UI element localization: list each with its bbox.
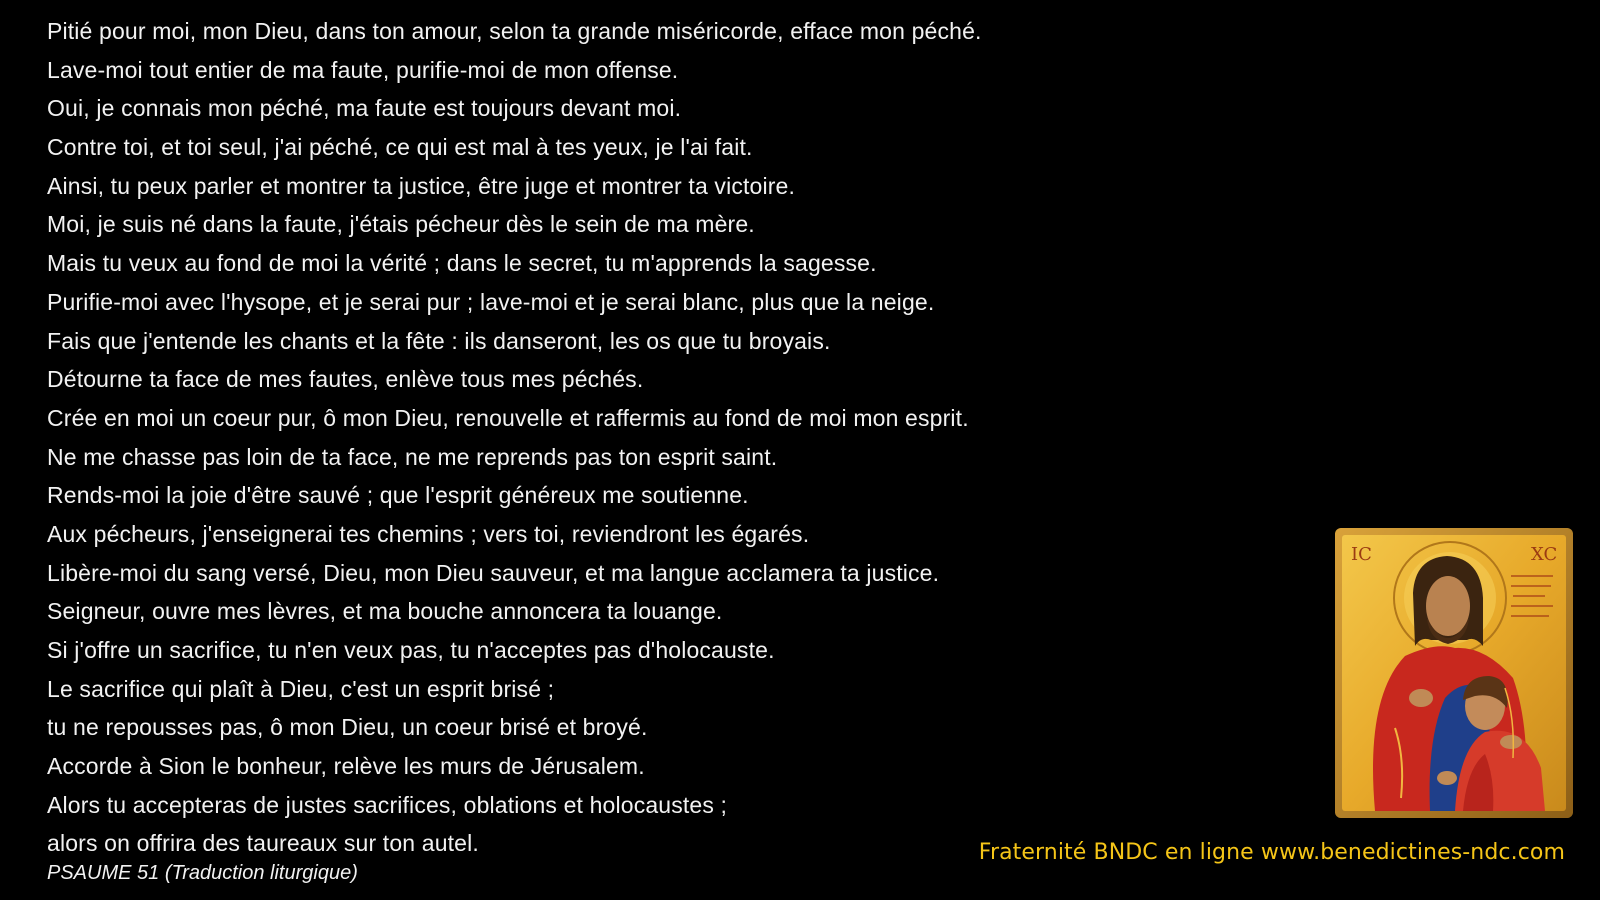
svg-text:XC: XC <box>1531 544 1558 565</box>
svg-text:IC: IC <box>1351 544 1372 565</box>
psalm-line: Seigneur, ouvre mes lèvres, et ma bouche annoncera ta louange. <box>47 598 723 625</box>
psalm-line: Accorde à Sion le bonheur, relève les murs de Jérusalem. <box>47 753 645 780</box>
christ-icon-painting <box>1335 528 1573 818</box>
psalm-line: alors on offrira des taureaux sur ton autel. <box>47 830 479 857</box>
psalm-line: Détourne ta face de mes fautes, enlève tous mes péchés. <box>47 366 644 393</box>
psalm-line: Libère-moi du sang versé, Dieu, mon Dieu sauveur, et ma langue acclamera ta justice. <box>47 559 940 586</box>
psalm-line: Alors tu accepteras de justes sacrifices, oblations et holocaustes ; <box>47 791 728 818</box>
psalm-line: Oui, je connais mon péché, ma faute est toujours devant moi. <box>47 95 682 122</box>
psalm-line: Contre toi, et toi seul, j'ai péché, ce qui est mal à tes yeux, je l'ai fait. <box>47 134 753 161</box>
psalm-line: Moi, je suis né dans la faute, j'étais pécheur dès le sein de ma mère. <box>47 211 755 238</box>
psalm-line: Si j'offre un sacrifice, tu n'en veux pas, tu n'acceptes pas d'holocauste. <box>47 637 775 663</box>
psalm-line: Ainsi, tu peux parler et montrer ta justice, être juge et montrer ta victoire. <box>47 172 796 199</box>
footer-credit: Fraternité BNDC en ligne www.benedictines-ndc.com <box>978 840 1565 865</box>
psalm-text <box>47 12 982 863</box>
psalm-line: Le sacrifice qui plaît à Dieu, c'est un esprit brisé ; <box>47 675 555 702</box>
psalm-line: Ne me chasse pas loin de ta face, ne me reprends pas ton esprit saint. <box>47 443 778 470</box>
psalm-source: PSAUME 51 (Traduction liturgique) <box>47 862 358 884</box>
psalm-line: Aux pécheurs, j'enseignerai tes chemins ; vers toi, reviendront les égarés. <box>47 520 810 547</box>
psalm-line: Fais que j'entende les chants et la fête : ils danseront, les os que tu broyais. <box>47 327 831 354</box>
psalm-line: tu ne repousses pas, ô mon Dieu, un coeur brisé et broyé. <box>47 714 648 741</box>
psalm-line: Crée en moi un coeur pur, ô mon Dieu, renouvelle et raffermis au fond de moi mon esprit. <box>47 404 969 431</box>
psalm-line: Pitié pour moi, mon Dieu, dans ton amour, selon ta grande miséricorde, efface mon péché. <box>47 18 982 44</box>
psalm-line: Lave-moi tout entier de ma faute, purifie-moi de mon offense. <box>47 56 679 83</box>
psalm-line: Mais tu veux au fond de moi la vérité ; dans le secret, tu m'apprends la sagesse. <box>47 250 877 277</box>
psalm-line: Purifie-moi avec l'hysope, et je serai pur ; lave-moi et je serai blanc, plus que la neige. <box>47 288 935 315</box>
psalm-line: Rends-moi la joie d'être sauvé ; que l'esprit généreux me soutienne. <box>47 482 749 509</box>
